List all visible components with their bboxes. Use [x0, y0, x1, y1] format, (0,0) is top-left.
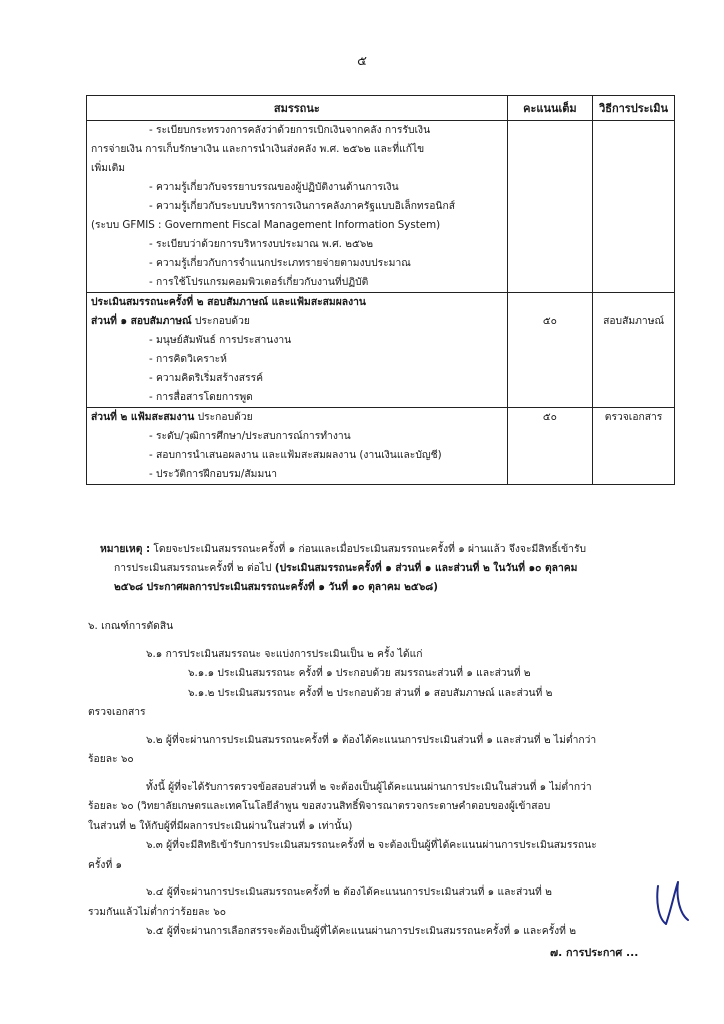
- part1-heading: [91, 312, 503, 331]
- part2-item: - ระดับ/วุฒิการศึกษา/ประสบการณ์การทำงาน: [149, 430, 351, 442]
- criteria-6-5: ๖.๕ ผู้ที่จะผ่านการเลือกสรรจะต้องเป็นผู้ที่ได้คะแนนผ่านการประเมินสมรรถนะครั้งที่ ๑ และครั้งที่ ๒: [146, 925, 577, 937]
- part2-heading: [91, 408, 503, 427]
- part1-item: - มนุษย์สัมพันธ์ การประสานงาน: [149, 334, 292, 346]
- header-full-score: คะแนนเต็ม: [507, 96, 593, 121]
- notes-line-3: ๒๕๖๘ ประกาศผลการประเมินสมรรถนะครั้งที่ ๑ วันที่ ๑๐ ตุลาคม ๒๕๖๘): [114, 581, 438, 593]
- part1-score-value: ๕๐: [542, 315, 557, 327]
- notes-line-1: [100, 540, 660, 559]
- criteria-6-2-note-cont: ในส่วนที่ ๒ ให้กับผู้ที่มีผลการประเมินผ่านในส่วนที่ ๑ เท่านั้น): [88, 819, 353, 832]
- part2-score-value: ๕๐: [542, 411, 557, 423]
- decision-criteria: [88, 617, 668, 942]
- criteria-6-4: ๖.๔ ผู้ที่จะผ่านการประเมินสมรรถนะครั้งที่ ๒ ต้องได้คะแนนการประเมินส่วนที่ ๑ และส่วนที่ ๒: [146, 886, 552, 898]
- criteria-6-1-2-cont: ตรวจเอกสาร: [88, 706, 146, 718]
- header-assessment-method: วิธีการประเมิน: [593, 96, 675, 121]
- notes-text-1: โดยจะประเมินสมรรถนะครั้งที่ ๑ ก่อนและเมื่อประเมินสมรรถนะครั้งที่ ๑ ผ่านแล้ว จึงจะมีสิทธิ์เข้ารับ: [150, 543, 587, 555]
- part1-item: - ความคิดริเริ่มสร้างสรรค์: [149, 372, 264, 384]
- criteria-6-2: ๖.๒ ผู้ที่จะผ่านการประเมินสมรรถนะครั้งที่ ๑ ต้องได้คะแนนการประเมินส่วนที่ ๑ และส่วนที่ ๒ ไม่ต่ำกว่า: [146, 733, 597, 746]
- part1-heading-rest: ประกอบด้วย: [191, 315, 250, 327]
- page-number: ๕: [357, 54, 367, 69]
- section1-lines: [91, 121, 503, 292]
- section1-method: [593, 121, 675, 293]
- criteria-6-3: ๖.๓ ผู้ที่จะมีสิทธิเข้ารับการประเมินสมรรถนะครั้งที่ ๒ จะต้องเป็นผู้ที่ได้คะแนนผ่านการประเมินสมรรถนะ: [146, 839, 597, 851]
- criteria-6-2-note-cont: ร้อยละ ๖๐ (วิทยาลัยเกษตรและเทคโนโลยีลำพูน ขอสงวนสิทธิ์พิจารณาตรวจกระดาษคำตอบของผู้เข้าสอบ: [88, 800, 551, 812]
- table-row-section2-part2: [87, 408, 675, 485]
- section1-line: - ระเบียบกระทรวงการคลังว่าด้วยการเบิกเงินจากคลัง การรับเงิน: [149, 124, 431, 136]
- section1-score: [507, 121, 593, 293]
- part1-item: - การสื่อสารโดยการพูด: [149, 391, 253, 403]
- criteria-6-3-cont: ครั้งที่ ๑: [88, 858, 123, 871]
- part2-heading-bold: ส่วนที่ ๒ แฟ้มสะสมงาน: [91, 411, 195, 423]
- part1-item: - การคิดวิเคราะห์: [149, 353, 227, 365]
- signature-mark: [652, 876, 692, 936]
- criteria-6-1: ๖.๑ การประเมินสมรรถนะ จะแบ่งการประเมินเป็น ๒ ครั้ง ได้แก่: [146, 647, 423, 660]
- part2-method-value: ตรวจเอกสาร: [604, 411, 663, 423]
- part2-method: [593, 408, 675, 485]
- section1-line: การจ่ายเงิน การเก็บรักษาเงิน และการนำเงินส่งคลัง พ.ศ. ๒๕๖๒ และที่แก้ไข: [91, 143, 425, 155]
- notes-text-2b: (ประเมินสมรรถนะครั้งที่ ๑ ส่วนที่ ๑ และส่วนที่ ๒ ในวันที่ ๑๐ ตุลาคม: [274, 562, 578, 574]
- criteria-6-1-1: ๖.๑.๑ ประเมินสมรรถนะ ครั้งที่ ๑ ประกอบด้วย สมรรถนะส่วนที่ ๑ และส่วนที่ ๒: [188, 667, 531, 679]
- criteria-6-4-cont: รวมกันแล้วไม่ต่ำกว่าร้อยละ ๖๐: [88, 905, 227, 918]
- notes: [100, 540, 660, 597]
- section1-line: (ระบบ GFMIS : Government Fiscal Management Information System): [91, 219, 441, 231]
- part1-method-value: สอบสัมภาษณ์: [603, 315, 665, 327]
- notes-label: หมายเหตุ :: [100, 543, 151, 555]
- criteria-6-1-2: ๖.๑.๒ ประเมินสมรรถนะ ครั้งที่ ๒ ประกอบด้วย ส่วนที่ ๑ สอบสัมภาษณ์ และส่วนที่ ๒: [188, 686, 553, 699]
- table-row-section1: [87, 121, 675, 293]
- section2-part1-content: [87, 293, 508, 408]
- table-header-row: [87, 96, 675, 121]
- part2-heading-rest: ประกอบด้วย: [194, 411, 253, 423]
- part1-heading-bold: ส่วนที่ ๑ สอบสัมภาษณ์: [91, 315, 192, 327]
- table-row-section2-part1: [87, 293, 675, 408]
- criteria-heading: ๖. เกณฑ์การตัดสิน: [88, 620, 174, 632]
- section2-part2-content: [87, 408, 508, 485]
- part1-score: [507, 293, 593, 408]
- section1-line: - ความรู้เกี่ยวกับการจำแนกประเภทรายจ่ายตามงบประมาณ: [149, 257, 411, 269]
- criteria-6-2-note: ทั้งนี้ ผู้ที่จะได้รับการตรวจข้อสอบส่วนที่ ๒ จะต้องเป็นผู้ได้คะแนนผ่านการประเมินในส่วนที่ ๑ ไม่ต่ำกว่า: [146, 780, 592, 793]
- part2-item: - สอบการนำเสนอผลงาน และแฟ้มสะสมผลงาน (งานเงินและบัญชี): [149, 449, 442, 461]
- section1-content: [87, 121, 508, 293]
- criteria-6-2-cont: ร้อยละ ๖๐: [88, 753, 134, 765]
- part2-score: [507, 408, 593, 485]
- section1-line: - ความรู้เกี่ยวกับจรรยาบรรณของผู้ปฏิบัติงานด้านการเงิน: [149, 181, 399, 193]
- part2-item: - ประวัติการฝึกอบรม/สัมมนา: [149, 468, 278, 480]
- header-competency: สมรรถนะ: [87, 96, 508, 121]
- next-page-hint: ๗. การประกาศ ...: [550, 946, 639, 959]
- section1-line: - ความรู้เกี่ยวกับระบบบริหารการเงินการคลังภาครัฐแบบอิเล็กทรอนิกส์: [149, 200, 455, 212]
- section2-title: ประเมินสมรรถนะครั้งที่ ๒ สอบสัมภาษณ์ และแฟ้มสะสมผลงาน: [91, 296, 366, 308]
- part1-method: [593, 293, 675, 408]
- section1-line: เพิ่มเติม: [91, 162, 126, 174]
- section1-line: - การใช้โปรแกรมคอมพิวเตอร์เกี่ยวกับงานที่ปฏิบัติ: [149, 276, 369, 288]
- competency-table: [86, 95, 675, 485]
- notes-text-2a: การประเมินสมรรถนะครั้งที่ ๒ ต่อไป: [114, 562, 275, 574]
- notes-line-2: [100, 559, 660, 578]
- section1-line: - ระเบียบว่าด้วยการบริหารงบประมาณ พ.ศ. ๒๕๖๒: [149, 238, 374, 250]
